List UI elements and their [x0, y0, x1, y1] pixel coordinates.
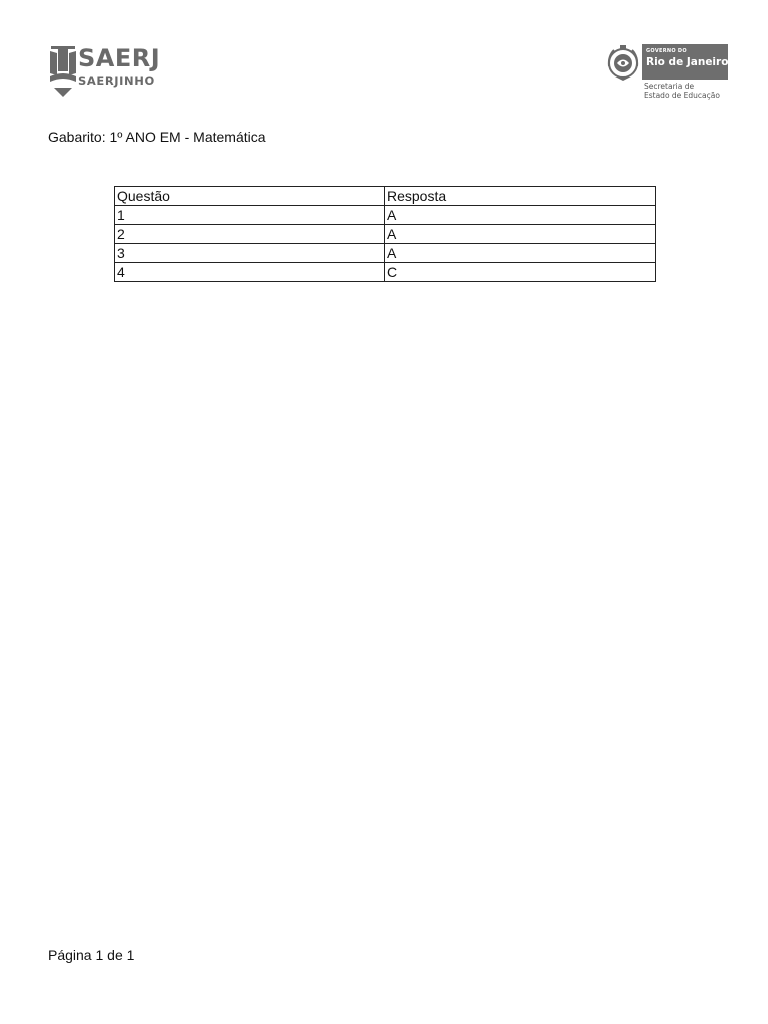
- table-row: [115, 244, 656, 263]
- page-indicator: Página 1 de 1: [48, 947, 135, 963]
- table-header-row: [115, 187, 656, 206]
- question-number-cell: 1: [115, 206, 385, 225]
- answer-cell: A: [385, 206, 656, 225]
- answer-cell: C: [385, 263, 656, 282]
- table-row: [115, 225, 656, 244]
- state-name: Rio de Janeiro: [646, 56, 729, 68]
- column-header-answer: Resposta: [385, 187, 656, 206]
- question-number-cell: 4: [115, 263, 385, 282]
- saerjinho-wordmark: SAERJINHO: [78, 74, 155, 88]
- document-title: Gabarito: 1º ANO EM - Matemática: [48, 129, 266, 145]
- question-number-cell: 2: [115, 225, 385, 244]
- government-name-box: [642, 44, 728, 80]
- table-row: [115, 206, 656, 225]
- question-number-cell: 3: [115, 244, 385, 263]
- saerj-wordmark: SAERJ: [78, 44, 161, 72]
- department-name: [644, 82, 732, 100]
- department-line-1: Secretaria de: [644, 82, 695, 91]
- state-coat-of-arms-icon: [606, 44, 640, 82]
- saerj-logo: [48, 43, 178, 99]
- answer-cell: A: [385, 244, 656, 263]
- department-line-2: Estado de Educação: [644, 91, 720, 100]
- answer-cell: A: [385, 225, 656, 244]
- government-logo: [606, 44, 730, 102]
- answer-key-table: [114, 186, 656, 282]
- government-line: GOVERNO DO: [646, 48, 687, 54]
- table-row: [115, 263, 656, 282]
- book-pen-icon: [48, 43, 78, 99]
- column-header-question: Questão: [115, 187, 385, 206]
